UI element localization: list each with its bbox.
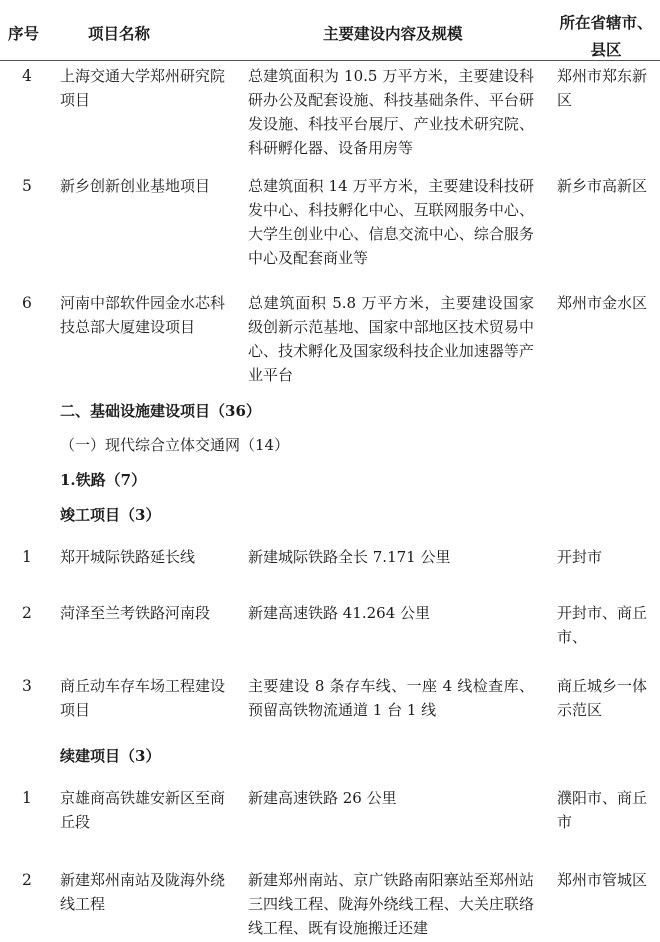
row-name: 菏泽至兰考铁路河南段	[60, 604, 211, 622]
row-seq: 2	[22, 604, 32, 622]
row-name: 新建郑州南站及陇海外绕线工程	[60, 871, 226, 913]
row-content: 总建筑面积 14 万平方米，主要建设科技研发中心、科技孵化中心、互联网服务中心、大学生创业中心、信息交流中心、综合服务中心及配套商业等	[248, 177, 534, 267]
row-seq: 5	[22, 177, 32, 195]
row-location: 商丘城乡一体示范区	[557, 677, 648, 719]
section-heading-completed: 竣工项目（3）	[60, 506, 161, 524]
row-name: 新乡创新创业基地项目	[60, 177, 211, 195]
row-content: 新建城际铁路全长 7.171 公里	[248, 548, 451, 566]
section-heading-infra: 二、基础设施建设项目（36）	[60, 402, 261, 420]
row-location: 新乡市高新区	[557, 177, 648, 195]
row-name: 商丘动车存车场工程建设项目	[60, 677, 226, 719]
row-location: 郑州市管城区	[557, 871, 648, 889]
header-seq: 序号	[8, 24, 40, 43]
row-content: 总建筑面积 5.8 万平方米，主要建设国家级创新示范基地、国家中部地区技术贸易中心、技术孵化及国家级科技企业加速器等产业平台	[248, 294, 534, 384]
row-content: 新建高速铁路 26 公里	[248, 789, 397, 807]
row-location: 濮阳市、商丘市	[557, 789, 648, 831]
row-seq: 6	[22, 294, 32, 312]
row-content: 主要建设 8 条存车线、一座 4 线检查库、预留高铁物流通道 1 台 1 线	[248, 677, 534, 719]
header-content: 主要建设内容及规模	[323, 24, 463, 43]
row-location: 郑州市郑东新区	[557, 67, 648, 109]
row-seq: 4	[22, 67, 32, 85]
row-location: 开封市、商丘市、	[557, 604, 648, 646]
row-name: 京雄商高铁雄安新区至商丘段	[60, 789, 226, 831]
section-heading-continued: 续建项目（3）	[60, 747, 161, 765]
row-content: 新建郑州南站、京广铁路南阳寨站至郑州站三四线工程、陇海外绕线工程、大关庄联络线工程、既有设施搬迁还建	[248, 871, 534, 937]
header-location: 所在省辖市、县区	[559, 13, 653, 59]
row-seq: 2	[22, 871, 32, 889]
table-header	[0, 0, 660, 61]
header-name: 项目名称	[88, 24, 151, 43]
row-location: 开封市	[557, 548, 603, 566]
row-name: 河南中部软件园金水芯科技总部大厦建设项目	[60, 294, 226, 336]
row-seq: 1	[22, 548, 32, 566]
section-heading-railway: 1.铁路（7）	[60, 471, 147, 489]
row-seq: 1	[22, 789, 32, 807]
row-seq: 3	[22, 677, 32, 695]
row-name: 上海交通大学郑州研究院项目	[60, 67, 226, 109]
row-name: 郑开城际铁路延长线	[60, 548, 196, 566]
row-content: 总建筑面积为 10.5 万平方米，主要建设科研办公及配套设施、科技基础条件、平台研发设施、科技平台展厅、产业技术研究院、科研孵化器、设备用房等	[248, 67, 534, 157]
section-heading-transport: （一）现代综合立体交通网（14）	[60, 436, 290, 454]
row-content: 新建高速铁路 41.264 公里	[248, 604, 431, 622]
row-location: 郑州市金水区	[557, 294, 648, 312]
